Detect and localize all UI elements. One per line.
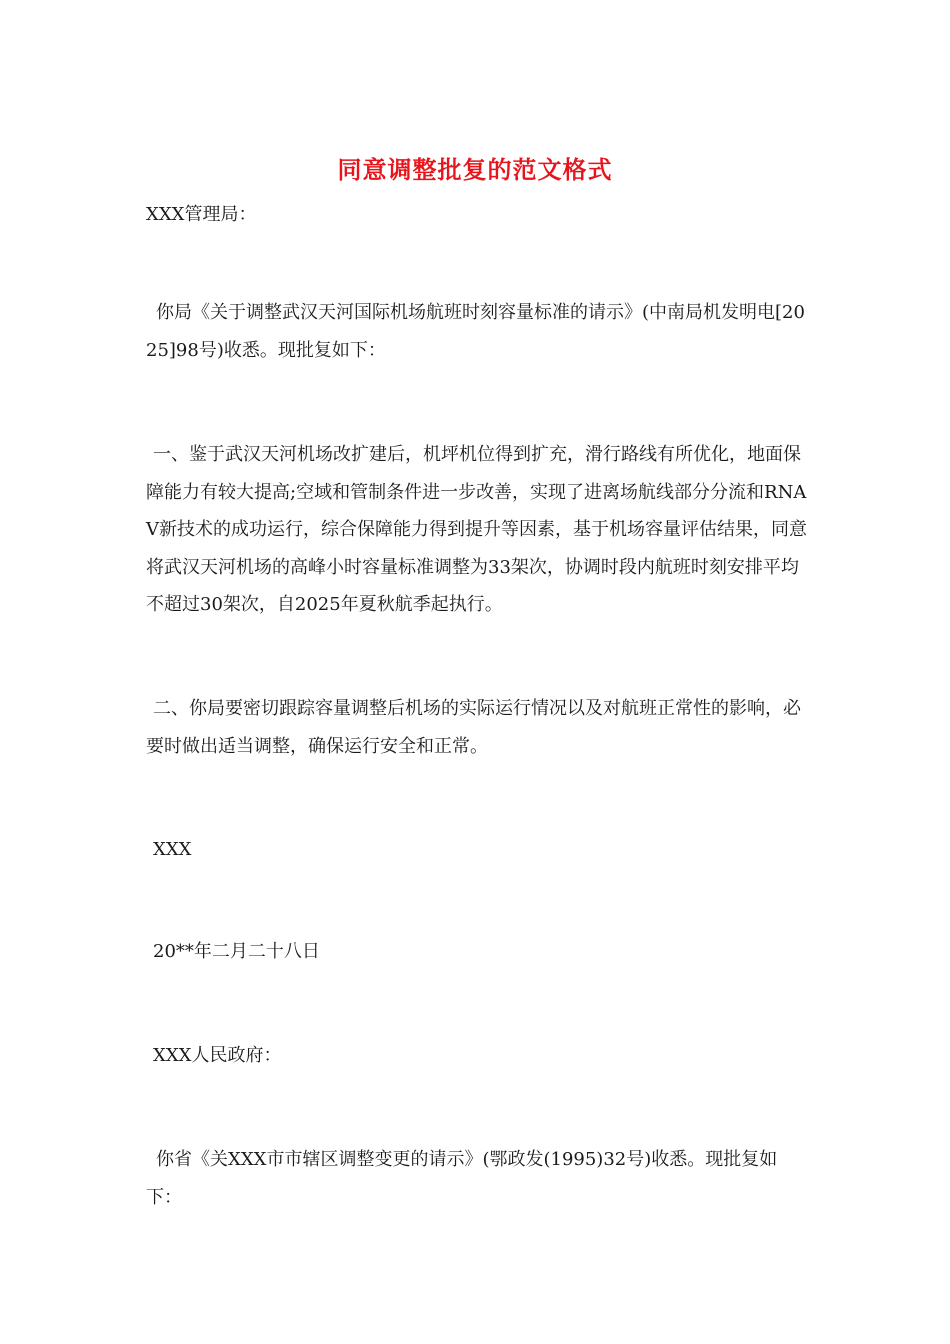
date: 20**年二月二十八日	[153, 941, 320, 962]
signature: XXX	[153, 839, 192, 860]
addressee-1: XXX管理局：	[146, 204, 257, 225]
paragraph-request-ack: 你局《关于调整武汉天河国际机场航班时刻容量标准的请示》(中南局机发明电[2025]98号)收悉。现批复如下：	[146, 302, 805, 361]
addressee-2: XXX人民政府：	[153, 1045, 282, 1066]
paragraph-item-one: 一、鉴于武汉天河机场改扩建后，机坪机位得到扩充，滑行路线有所优化，地面保障能力有较大提高;空域和管制条件进一步改善，实现了进离场航线部分分流和RNAV新技术的成功运行，综合保障能力得到提升等因素，基于机场容量评估结果，同意将武汉天河机场的高峰小时容量标准调整为33架次，协调时段内航班时刻安排平均不超过30架次，自2025年夏秋航季起执行。	[146, 444, 807, 615]
paragraph-item-two: 二、你局要密切跟踪容量调整后机场的实际运行情况以及对航班正常性的影响，必要时做出适当调整，确保运行安全和正常。	[146, 698, 801, 757]
document-title: 同意调整批复的范文格式	[337, 155, 613, 184]
paragraph-second-request-ack: 你省《关XXX市市辖区调整变更的请示》(鄂政发(1995)32号)收悉。现批复如下：	[146, 1149, 778, 1208]
